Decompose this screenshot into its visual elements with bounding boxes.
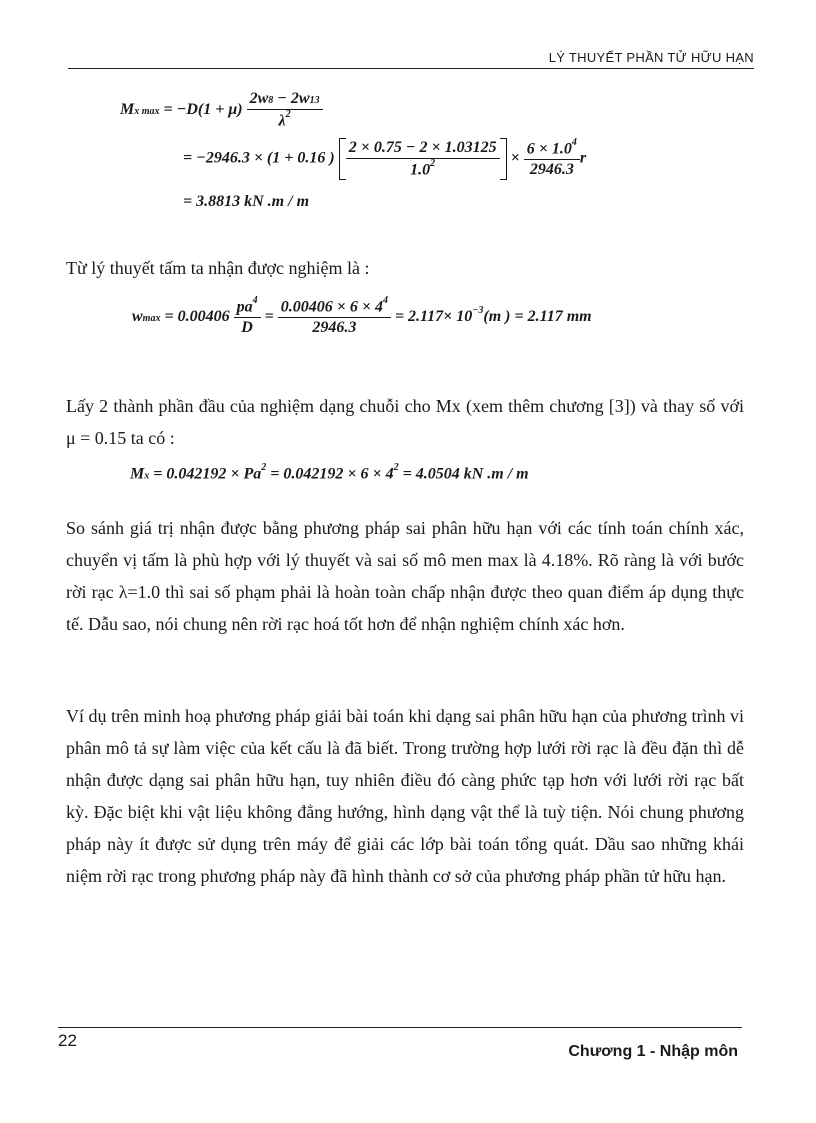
equation-mx-max xyxy=(120,90,323,130)
eq2-prefix: = −2946.3 × (1 + 0.16 ) xyxy=(183,149,335,167)
eq1-fraction: $\frac{2w8 - 2w13}{\lambda^2}$ xyxy=(247,90,323,130)
eq4-equals: = xyxy=(264,307,274,325)
eq2-times: × xyxy=(510,149,520,167)
equation-result-mx: = 3.8813 kN .m / m xyxy=(183,193,310,210)
eq4-rhs-a: = 2.117× 10 xyxy=(394,307,473,325)
paragraph-comparison: So sánh giá trị nhận được bằng phương pháp sai phân hữu hạn với các tính toán chính xác, chuyển vị tấm là phù hợp với lý thuyết và sai số mô men max là 4.18%. Rõ ràng là với bước rời rạc λ=1.0 thì sai số phạm phải là hoàn toàn chấp nhận được theo quan điểm áp dụng thực tế. Dẫu sao, nói chung nên rời rạc hoá tốt hơn để nhận nghiệm chính xác hơn. xyxy=(66,518,744,634)
eq4-rhs-b: (m ) = 2.117 mm xyxy=(483,307,592,325)
eq4-lhs-sub: max xyxy=(142,312,161,324)
paragraph-series-solution: Lấy 2 thành phần đầu của nghiệm dạng chuỗi cho Mx (xem thêm chương [3]) và thay số với μ = 0.15 ta có : xyxy=(66,396,744,448)
header-rule xyxy=(68,68,754,69)
running-header: LÝ THUYẾT PHẦN TỬ HỮU HẠN xyxy=(548,50,754,65)
eq4-fraction-2: $\frac{0.00406 \times 6 \times 4^4}{2946.3}$ xyxy=(278,297,391,337)
eq4-coef: = 0.00406 xyxy=(164,307,230,325)
eq4-fraction-1: $\frac{pa^4}{D}$ xyxy=(234,297,261,337)
eq4-rhs-exponent: −3 xyxy=(472,304,484,316)
page-number: 22 xyxy=(58,1031,77,1050)
equation-substitution xyxy=(183,138,586,180)
eq4-lhs: w xyxy=(132,307,143,325)
eq1-rhs-prefix: = −D(1 + μ) xyxy=(163,100,243,118)
eq1-lhs-sub: x max xyxy=(134,105,160,117)
eq2-fraction-1: $\frac{2 \times 0.75 - 2 \times 1.03125}{1.0^2}$ xyxy=(346,139,500,179)
paragraph-example-summary: Ví dụ trên minh hoạ phương pháp giải bài toán khi dạng sai phân hữu hạn của phương trình vi phân mô tả sự làm việc của kết cấu là đã biết. Trong trường hợp lưới rời rạc là đều đặn thì dễ nhận được dạng sai phân hữu hạn, tuy nhiên điều đó càng phức tạp hơn với lưới rời rạc bất kỳ. Đặc biệt khi vật liệu không đẳng hướng, hình dạng vật thể là tuỳ tiện. Nói chung phương pháp này ít được sử dụng trên máy để giải các lớp bài toán tổng quát. Dầu sao những khái niệm rời rạc trong phương pháp này đã hình thành cơ sở của phương pháp phần tử hữu hạn. xyxy=(66,706,744,886)
eq2-suffix: r xyxy=(579,149,587,167)
eq1-lhs: M xyxy=(120,100,135,118)
chapter-footer: Chương 1 - Nhập môn xyxy=(568,1043,738,1060)
eq2-fraction-2: $\frac{6 \times 1.0^4}{2946.3}$ xyxy=(524,139,580,179)
right-bracket xyxy=(500,138,507,180)
intro-plate-theory: Từ lý thuyết tấm ta nhận được nghiệm là : xyxy=(66,258,370,278)
footer-rule xyxy=(58,1027,742,1028)
equation-mx-series: $Mx = 0.042192 \times Pa^2 = 0.042192 \times 6 \times 4^2 = 4.0504$ kN .m / m xyxy=(130,462,529,483)
equation-w-max xyxy=(132,297,592,337)
left-bracket xyxy=(339,138,346,180)
